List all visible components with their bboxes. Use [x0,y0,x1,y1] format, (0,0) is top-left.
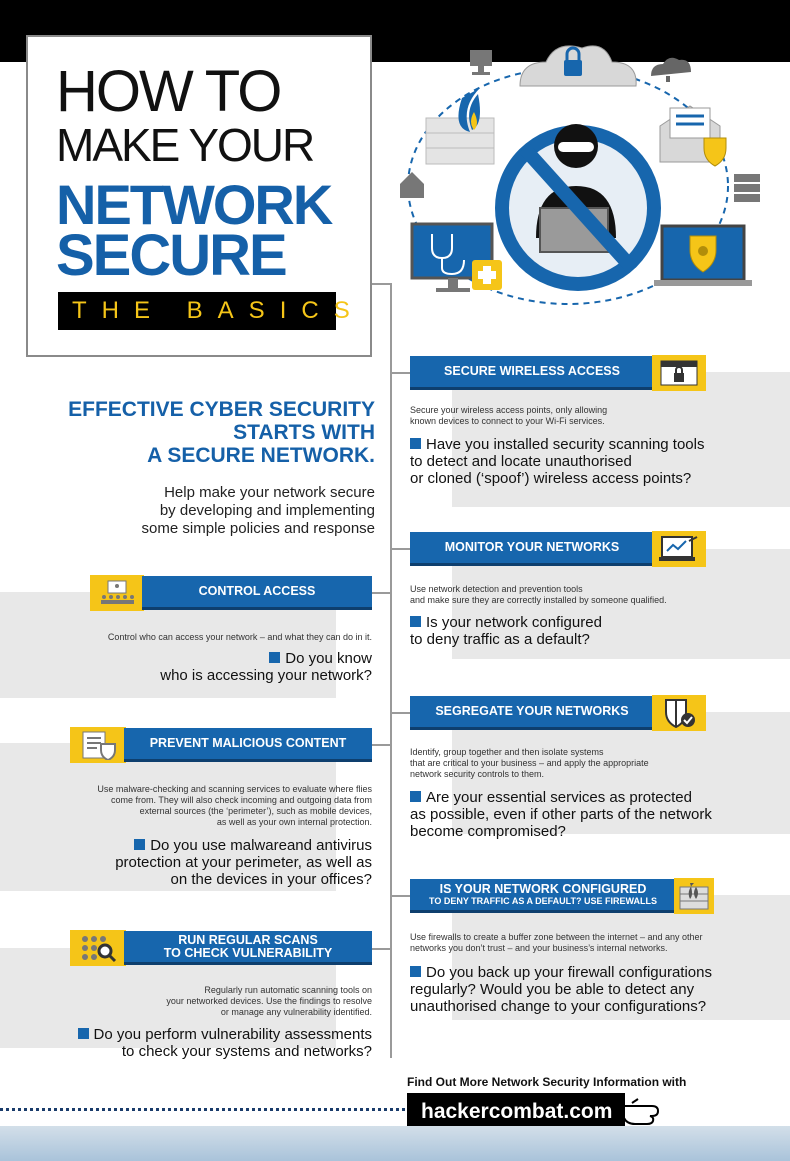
cloud-lock-icon [520,46,636,86]
firewall-header [410,879,676,913]
shield-check-icon [662,698,696,728]
scans-desc-line-1: Regularly run automatic scanning tools on [204,985,372,995]
server-icon [734,174,760,202]
segregate-description [410,747,649,780]
monitor-header [410,532,654,566]
bullet-square-icon [78,1028,89,1039]
scans-desc-line-3: or manage any vulnerability identified. [220,1007,372,1017]
firewall-q-line-1: Do you back up your firewall configurations [426,964,712,981]
intro-text-line-1: Help make your network secure [164,484,375,501]
intro-heading-line-1: EFFECTIVE CYBER SECURITY [68,398,375,421]
control-header [142,576,372,610]
bullet-square-icon [134,839,145,850]
wireless-title: SECURE WIRELESS ACCESS [444,364,620,378]
find-more-text: Find Out More Network Security Information with [407,1075,687,1089]
control-title: CONTROL ACCESS [198,584,316,598]
scans-icon-box [70,930,126,966]
intro-text-line-2: by developing and implementing [159,502,375,519]
brick-wall-flame-icon [679,881,709,911]
intro-text-line-3: some simple policies and response [141,520,375,537]
scans-q-line-1: Do you perform vulnerability assessments [93,1026,372,1043]
title-line-1: HOW TO [56,59,281,124]
wireless-question [410,436,704,487]
monitor-chart-icon [659,535,699,563]
monitor-q-line-2: to deny traffic as a default? [410,631,590,648]
title-line-3: NETWORK [56,173,332,236]
monitor-desc-line-1: Use network detection and prevention tools [410,584,583,594]
segregate-desc-line-2: that are critical to your business – and apply the appropriate [410,758,649,768]
connector-vertical [390,283,392,1058]
document-shield-icon [79,730,117,760]
bullet-square-icon [269,652,280,663]
segregate-icon-box [652,695,706,731]
title-box [26,35,372,357]
malicious-question [12,837,372,888]
wireless-icon-box [652,355,706,391]
malicious-desc-line-2: come from. They will also check incoming and outgoing data from [111,795,372,805]
intro-heading [15,398,375,467]
monitor-title: MONITOR YOUR NETWORKS [444,540,620,554]
monitor-question [410,614,602,648]
scans-header [124,931,372,965]
the-basics-banner: THE BASICS [58,292,336,330]
title-line-2: MAKE YOUR [56,119,314,171]
connector-top [372,283,392,285]
hackercombat-link[interactable]: hackercombat.com [407,1093,625,1131]
desktop-icon [470,50,492,75]
segregate-header [410,696,654,730]
malicious-q-line-3: on the devices in your offices? [170,871,372,888]
scans-description [12,985,372,1018]
wireless-q-line-3: or cloned (‘spoof’) wireless access points? [410,470,692,487]
wireless-q-line-2: to detect and locate unauthorised [410,453,632,470]
bottom-gradient-band [0,1126,790,1161]
laptop-shield-icon [654,226,752,286]
segregate-desc-line-3: network security controls to them. [410,769,545,779]
segregate-question [410,789,712,840]
intro-heading-line-2: STARTS WITH [233,421,375,444]
scans-subtitle: TO CHECK VULNERABILITY [163,945,333,960]
firewall-desc-line-1: Use firewalls to create a buffer zone between the internet – and any other [410,932,703,942]
segregate-q-line-3: become compromised? [410,823,566,840]
title-line-4: SECURE [56,223,286,288]
malicious-description [12,784,372,828]
people-group-icon [99,580,135,606]
connector-wireless [390,372,410,374]
intro-text [45,484,375,538]
hero-illustration [398,38,768,313]
bullet-square-icon [410,966,421,977]
scans-q-line-2: to check your systems and networks? [121,1043,372,1060]
bullet-square-icon [410,616,421,627]
malicious-q-line-2: protection at your perimeter, as well as [115,854,372,871]
email-shield-icon [660,106,726,166]
connector-control [372,592,392,594]
malicious-icon-box [70,727,126,763]
connector-segregate [390,712,410,714]
firewall-q-line-3: unauthorised change to your configurations? [410,998,707,1015]
wireless-header [410,356,654,390]
wireless-description [410,405,607,427]
bullet-square-icon [410,791,421,802]
wireless-q-line-1: Have you installed security scanning tools [426,436,705,453]
scans-question [2,1026,372,1060]
magnifier-grid-icon [79,933,117,963]
browser-lock-icon [660,360,698,386]
monitor-q-line-1: Is your network configured [426,614,602,631]
scans-desc-line-2: your networked devices. Use the findings to resolve [166,996,372,1006]
connector-monitor [390,548,410,550]
firewall-title: IS YOUR NETWORK CONFIGURED [439,882,647,896]
control-icon-box [90,575,144,611]
hacker-ban-icon [502,124,654,284]
segregate-title: SEGREGATE YOUR NETWORKS [435,704,629,718]
connector-scans [372,948,392,950]
segregate-q-line-2: as possible, even if other parts of the network [410,806,712,823]
intro-heading-line-3: A SECURE NETWORK. [147,444,375,467]
connector-firewall [390,895,410,897]
segregate-desc-line-1: Identify, group together and then isolate systems [410,747,604,757]
wireless-desc-line-1: Secure your wireless access points, only allowing [410,405,608,415]
control-description [12,632,372,643]
firewall-icon-box [674,878,714,914]
bullet-square-icon [410,438,421,449]
malicious-desc-line-3: external sources (the ‘perimeter’), such as mobile devices, [139,806,372,816]
control-question [12,650,372,684]
connector-malicious [372,744,392,746]
monitor-description [410,584,667,606]
firewall-subtitle: TO DENY TRAFFIC AS A DEFAULT? USE FIREWALLS [428,896,657,906]
firewall-description [410,932,703,954]
control-desc-line-1: Control who can access your network – and what they can do in it. [107,632,372,642]
dotted-divider [0,1108,405,1111]
wireless-desc-line-2: known devices to connect to your Wi-Fi services. [410,416,605,426]
monitor-stethoscope-icon [412,224,502,292]
malicious-q-line-1: Do you use malwareand antivirus [150,837,372,854]
scans-title: RUN REGULAR SCANS [178,932,318,947]
control-q-line-2: who is accessing your network? [160,667,372,684]
house-icon [400,172,424,198]
segregate-q-line-1: Are your essential services as protected [426,789,692,806]
malicious-title: PREVENT MALICIOUS CONTENT [149,736,347,750]
malicious-desc-line-4: as well as your own internal protection. [216,817,372,827]
monitor-icon-box [652,531,706,567]
cloud-download-icon [651,58,691,82]
firewall-desc-line-2: networks you don’t trust – and your business’s internal networks. [410,943,668,953]
malicious-desc-line-1: Use malware-checking and scanning services to evaluate where flies [97,784,372,794]
pointing-hand-icon [622,1098,670,1126]
control-q-line-1: Do you know [285,650,372,667]
firewall-q-line-2: regularly? Would you be able to detect any [410,981,695,998]
monitor-desc-line-2: and make sure they are correctly installed by someone qualified. [410,595,667,605]
malicious-header [124,728,372,762]
firewall-question [410,964,712,1015]
